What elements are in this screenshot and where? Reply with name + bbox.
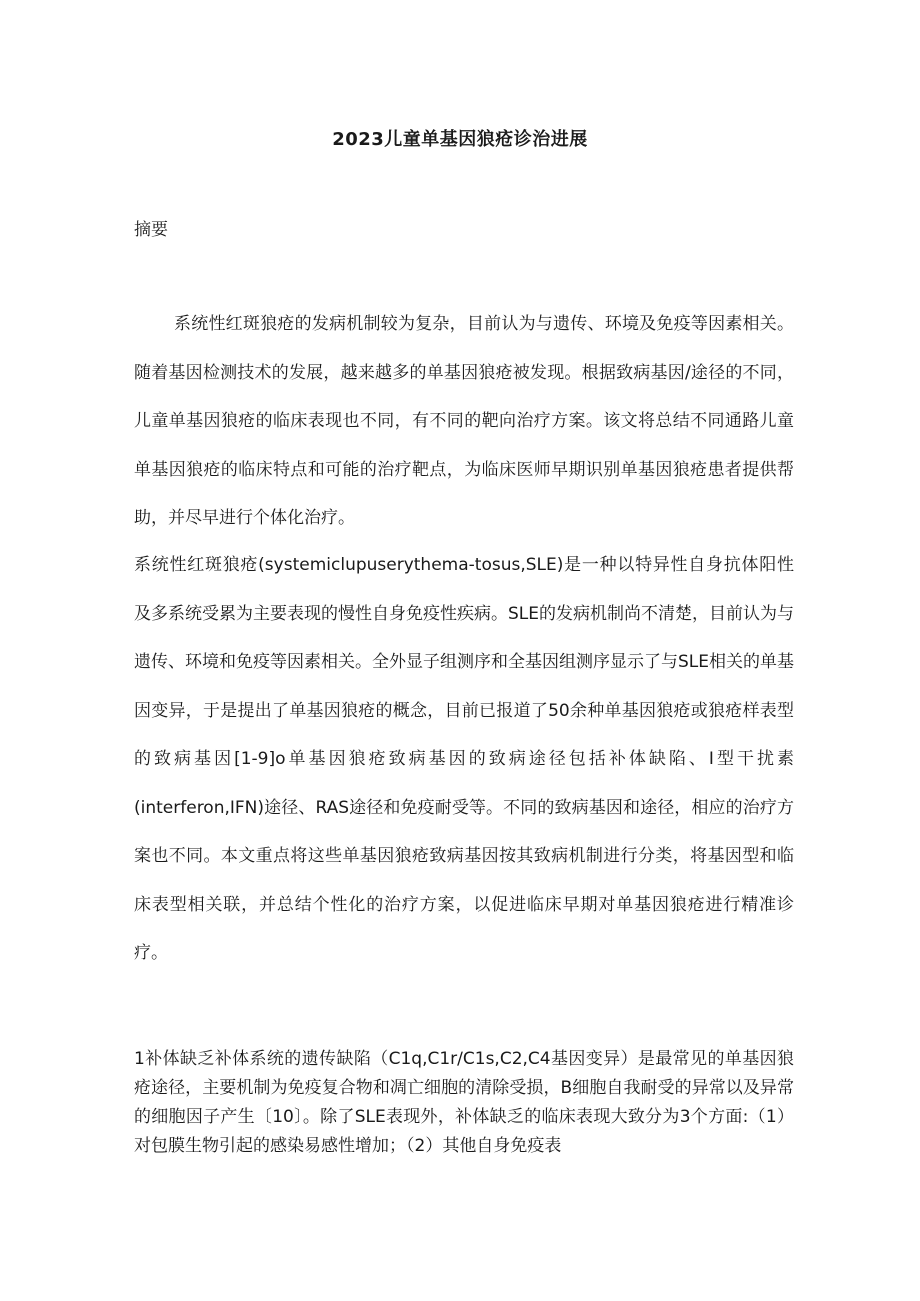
intro-paragraph: 系统性红斑狼疮(systemiclupuserythema-tosus,SLE)是一种以特异性自身抗体阳性及多系统受累为主要表现的慢性自身免疫性疾病。SLE的发病机制尚不清楚，目前认为与遗传、环境和免疫等因素相关。全外显子组测序和全基因组测序显示了与SLE相关的单基因变异，于是提出了单基因狼疮的概念，目前已报道了50余种单基因狼疮或狼疮样表型的致病基因[1-9]o单基因狼疮致病基因的致病途径包括补体缺陷、I型干扰素(interferon,IFN)途径、RAS途径和免疫耐受等。不同的致病基因和途径，相应的治疗方案也不同。本文重点将这些单基因狼疮致病基因按其致病机制进行分类，将基因型和临床表型相关联，并总结个性化的治疗方案，以促进临床早期对单基因狼疮进行精准诊疗。 [134, 555, 795, 963]
section-1-paragraph: 1补体缺乏补体系统的遗传缺陷（C1q,C1r∕C1s,C2,C4基因变异）是最常见的单基因狼疮途径，主要机制为免疫复合物和凋亡细胞的清除受损，B细胞自我耐受的异常以及异常的细胞因子产生〔10〕。除了SLE表现外，补体缺乏的临床表现大致分为3个方面:（1）对包膜生物引起的感染易感性增加；（2）其他自身免疫表 [134, 1049, 794, 1156]
abstract-paragraph: 系统性红斑狼疮的发病机制较为复杂，目前认为与遗传、环境及免疫等因素相关。随着基因检测技术的发展，越来越多的单基因狼疮被发现。根据致病基因/途径的不同，儿童单基因狼疮的临床表现也不同，有不同的靶向治疗方案。该文将总结不同通路儿童单基因狼疮的临床特点和可能的治疗靶点，为临床医师早期识别单基因狼疮患者提供帮助，并尽早进行个体化治疗。 [134, 314, 794, 528]
document-title: 2023儿童单基因狼疮诊治进展 [332, 129, 588, 150]
abstract-heading: 摘要 [134, 220, 168, 240]
